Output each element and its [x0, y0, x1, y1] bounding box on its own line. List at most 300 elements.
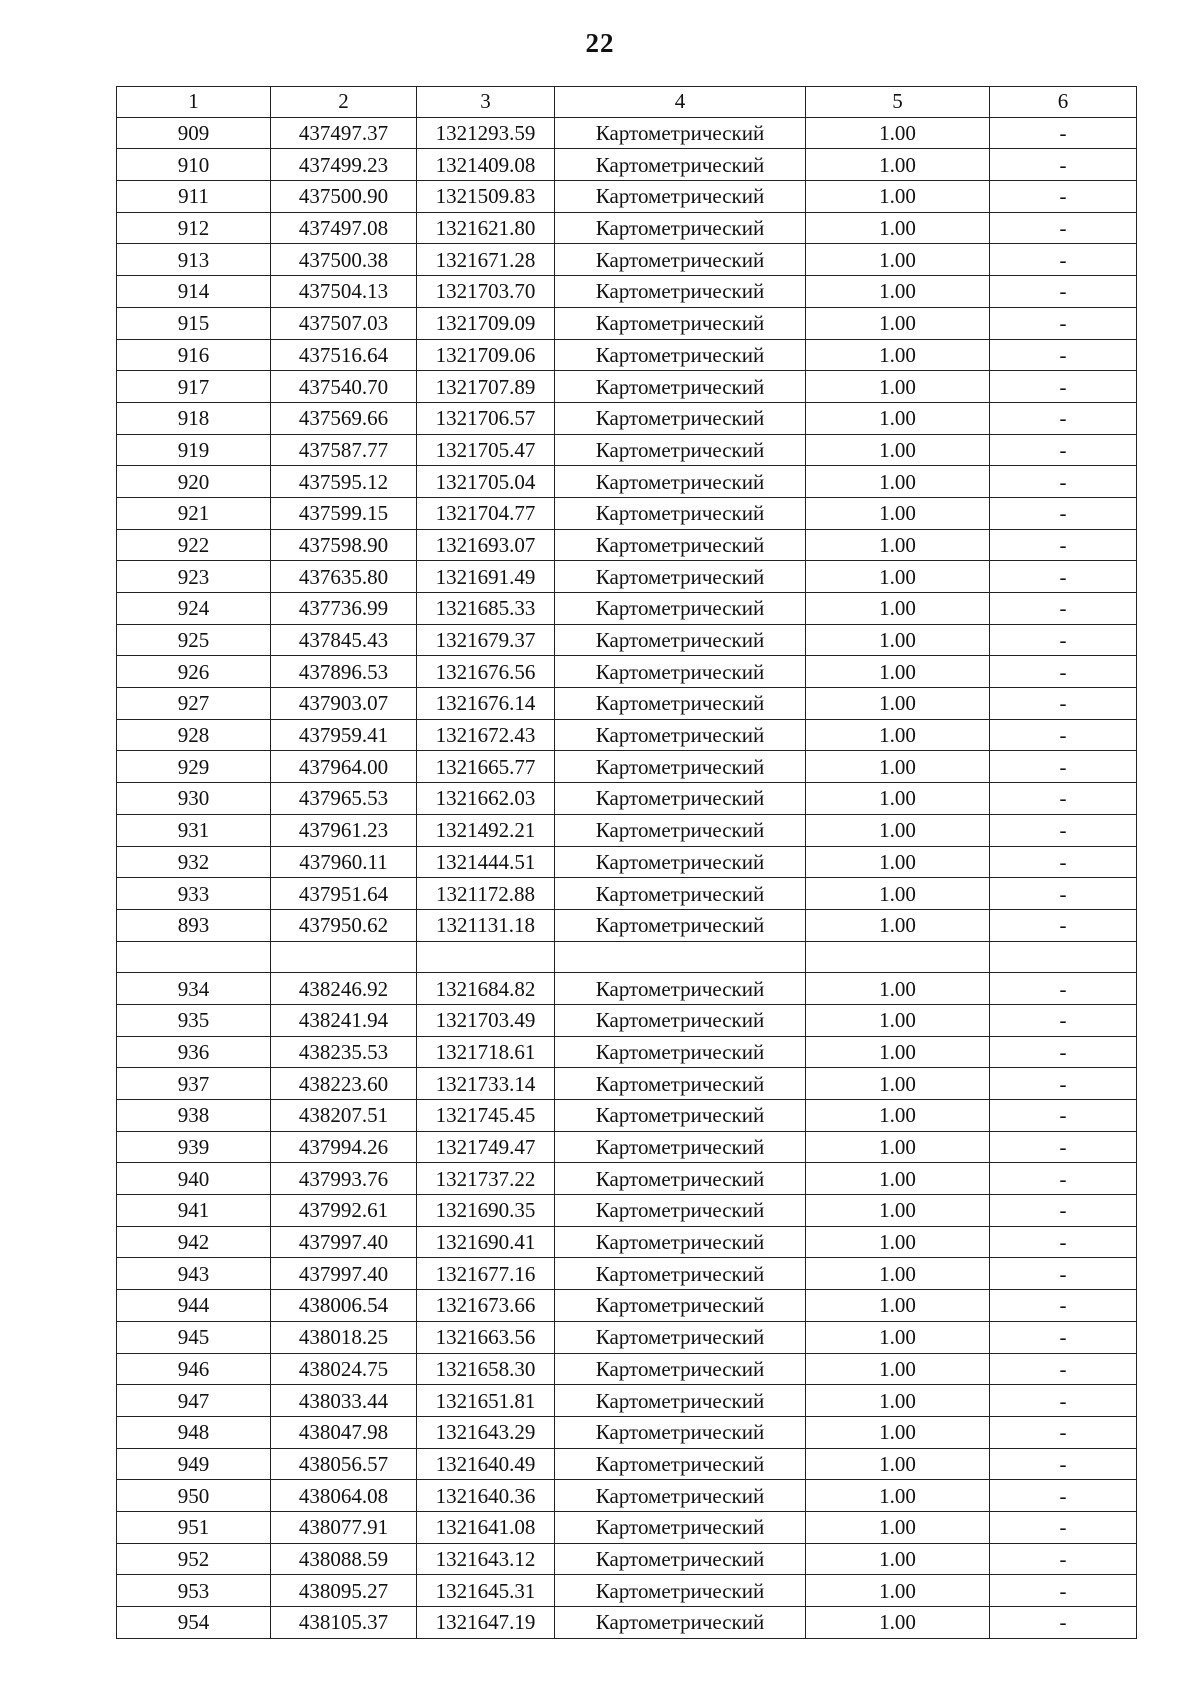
cell-accuracy: 1.00: [806, 1321, 990, 1353]
cell-note: -: [990, 878, 1137, 910]
cell-point-number: 925: [117, 624, 271, 656]
cell-x-coordinate: 438235.53: [271, 1036, 417, 1068]
cell-note: -: [990, 497, 1137, 529]
cell-y-coordinate: 1321662.03: [417, 783, 555, 815]
cell-note: -: [990, 371, 1137, 403]
cell-point-number: 934: [117, 973, 271, 1005]
cell-accuracy: 1.00: [806, 561, 990, 593]
cell-y-coordinate: 1321621.80: [417, 212, 555, 244]
cell-y-coordinate: 1321663.56: [417, 1321, 555, 1353]
cell-accuracy: 1.00: [806, 371, 990, 403]
table-row: [117, 719, 1137, 751]
cell-method: Картометрический: [555, 1416, 806, 1448]
table-row: [117, 561, 1137, 593]
cell-note: -: [990, 1543, 1137, 1575]
cell-x-coordinate: [271, 941, 417, 973]
cell-method: Картометрический: [555, 719, 806, 751]
cell-accuracy: 1.00: [806, 402, 990, 434]
cell-x-coordinate: 438033.44: [271, 1385, 417, 1417]
cell-y-coordinate: 1321709.09: [417, 307, 555, 339]
cell-accuracy: [806, 941, 990, 973]
cell-accuracy: 1.00: [806, 1416, 990, 1448]
cell-x-coordinate: 437500.38: [271, 244, 417, 276]
cell-note: -: [990, 656, 1137, 688]
cell-note: -: [990, 973, 1137, 1005]
cell-point-number: [117, 941, 271, 973]
cell-note: -: [990, 117, 1137, 149]
cell-point-number: 909: [117, 117, 271, 149]
cell-x-coordinate: 437964.00: [271, 751, 417, 783]
cell-note: -: [990, 624, 1137, 656]
cell-x-coordinate: 438064.08: [271, 1480, 417, 1512]
cell-method: Картометрический: [555, 1448, 806, 1480]
cell-point-number: 916: [117, 339, 271, 371]
cell-x-coordinate: 437595.12: [271, 466, 417, 498]
cell-y-coordinate: 1321707.89: [417, 371, 555, 403]
cell-point-number: 941: [117, 1195, 271, 1227]
cell-accuracy: 1.00: [806, 973, 990, 1005]
table-row: [117, 1100, 1137, 1132]
cell-accuracy: 1.00: [806, 244, 990, 276]
table-row: [117, 371, 1137, 403]
cell-method: Картометрический: [555, 973, 806, 1005]
cell-y-coordinate: 1321676.56: [417, 656, 555, 688]
cell-point-number: 914: [117, 276, 271, 308]
cell-method: Картометрический: [555, 1068, 806, 1100]
cell-method: Картометрический: [555, 1258, 806, 1290]
table-row: [117, 688, 1137, 720]
cell-point-number: 911: [117, 181, 271, 213]
cell-y-coordinate: 1321737.22: [417, 1163, 555, 1195]
cell-x-coordinate: 437504.13: [271, 276, 417, 308]
cell-accuracy: 1.00: [806, 181, 990, 213]
cell-accuracy: 1.00: [806, 1195, 990, 1227]
table-row: [117, 307, 1137, 339]
cell-x-coordinate: 437845.43: [271, 624, 417, 656]
cell-method: Картометрический: [555, 1511, 806, 1543]
cell-point-number: 943: [117, 1258, 271, 1290]
cell-accuracy: 1.00: [806, 1480, 990, 1512]
table-row: [117, 1607, 1137, 1639]
table-row: [117, 783, 1137, 815]
cell-point-number: 946: [117, 1353, 271, 1385]
table-row: [117, 117, 1137, 149]
cell-method: Картометрический: [555, 624, 806, 656]
cell-x-coordinate: 437993.76: [271, 1163, 417, 1195]
table-row: [117, 497, 1137, 529]
cell-y-coordinate: 1321658.30: [417, 1353, 555, 1385]
table-row: [117, 1290, 1137, 1322]
cell-note: -: [990, 814, 1137, 846]
cell-point-number: 947: [117, 1385, 271, 1417]
cell-accuracy: 1.00: [806, 1353, 990, 1385]
table-row: [117, 624, 1137, 656]
cell-method: Картометрический: [555, 1321, 806, 1353]
cell-point-number: 954: [117, 1607, 271, 1639]
cell-accuracy: 1.00: [806, 276, 990, 308]
table-row: [117, 941, 1137, 973]
cell-x-coordinate: 438105.37: [271, 1607, 417, 1639]
cell-x-coordinate: 438241.94: [271, 1004, 417, 1036]
cell-x-coordinate: 437992.61: [271, 1195, 417, 1227]
cell-method: Картометрический: [555, 212, 806, 244]
cell-point-number: 915: [117, 307, 271, 339]
cell-note: -: [990, 1100, 1137, 1132]
cell-method: Картометрический: [555, 561, 806, 593]
cell-x-coordinate: 437994.26: [271, 1131, 417, 1163]
cell-y-coordinate: 1321703.49: [417, 1004, 555, 1036]
cell-accuracy: 1.00: [806, 212, 990, 244]
cell-note: -: [990, 1480, 1137, 1512]
cell-accuracy: 1.00: [806, 1290, 990, 1322]
table-row: [117, 1036, 1137, 1068]
cell-x-coordinate: 437635.80: [271, 561, 417, 593]
cell-point-number: 910: [117, 149, 271, 181]
cell-x-coordinate: 437499.23: [271, 149, 417, 181]
cell-point-number: 913: [117, 244, 271, 276]
cell-x-coordinate: 437997.40: [271, 1226, 417, 1258]
cell-x-coordinate: 437587.77: [271, 434, 417, 466]
cell-point-number: 939: [117, 1131, 271, 1163]
cell-method: Картометрический: [555, 276, 806, 308]
table-row: [117, 149, 1137, 181]
cell-accuracy: 1.00: [806, 719, 990, 751]
table-row: [117, 656, 1137, 688]
cell-method: Картометрический: [555, 339, 806, 371]
cell-method: Картометрический: [555, 117, 806, 149]
cell-method: Картометрический: [555, 402, 806, 434]
cell-note: -: [990, 1258, 1137, 1290]
cell-point-number: 953: [117, 1575, 271, 1607]
cell-note: -: [990, 1036, 1137, 1068]
cell-method: Картометрический: [555, 497, 806, 529]
table-row: [117, 1480, 1137, 1512]
cell-x-coordinate: 437507.03: [271, 307, 417, 339]
column-header-4: 4: [555, 87, 806, 118]
cell-accuracy: 1.00: [806, 1575, 990, 1607]
cell-method: Картометрический: [555, 307, 806, 339]
page-number: 22: [585, 28, 615, 58]
cell-method: Картометрический: [555, 1290, 806, 1322]
table-row: [117, 751, 1137, 783]
table-row: [117, 846, 1137, 878]
table-row: [117, 1131, 1137, 1163]
cell-y-coordinate: 1321673.66: [417, 1290, 555, 1322]
cell-point-number: 921: [117, 497, 271, 529]
cell-method: Картометрический: [555, 909, 806, 941]
cell-point-number: 938: [117, 1100, 271, 1132]
cell-method: Картометрический: [555, 1543, 806, 1575]
table-row: [117, 1575, 1137, 1607]
cell-x-coordinate: 437736.99: [271, 593, 417, 625]
cell-accuracy: 1.00: [806, 1385, 990, 1417]
cell-y-coordinate: 1321444.51: [417, 846, 555, 878]
cell-point-number: 926: [117, 656, 271, 688]
table-row: [117, 1004, 1137, 1036]
cell-method: Картометрический: [555, 656, 806, 688]
cell-y-coordinate: 1321131.18: [417, 909, 555, 941]
cell-point-number: 919: [117, 434, 271, 466]
cell-note: -: [990, 688, 1137, 720]
cell-note: -: [990, 593, 1137, 625]
cell-method: Картометрический: [555, 181, 806, 213]
cell-accuracy: 1.00: [806, 1226, 990, 1258]
table-row: [117, 1195, 1137, 1227]
cell-point-number: 923: [117, 561, 271, 593]
cell-x-coordinate: 437569.66: [271, 402, 417, 434]
table-row: [117, 1416, 1137, 1448]
cell-method: Картометрический: [555, 1226, 806, 1258]
cell-x-coordinate: 438056.57: [271, 1448, 417, 1480]
cell-accuracy: 1.00: [806, 1004, 990, 1036]
cell-note: -: [990, 1448, 1137, 1480]
cell-accuracy: 1.00: [806, 307, 990, 339]
cell-accuracy: 1.00: [806, 814, 990, 846]
cell-accuracy: 1.00: [806, 1163, 990, 1195]
cell-note: -: [990, 1575, 1137, 1607]
cell-method: Картометрический: [555, 1131, 806, 1163]
cell-y-coordinate: 1321718.61: [417, 1036, 555, 1068]
cell-x-coordinate: 437497.37: [271, 117, 417, 149]
cell-point-number: 924: [117, 593, 271, 625]
cell-method: Картометрический: [555, 878, 806, 910]
column-header-2: 2: [271, 87, 417, 118]
cell-method: Картометрический: [555, 1163, 806, 1195]
cell-y-coordinate: 1321745.45: [417, 1100, 555, 1132]
cell-method: Картометрический: [555, 371, 806, 403]
cell-x-coordinate: 438024.75: [271, 1353, 417, 1385]
cell-note: -: [990, 149, 1137, 181]
cell-method: Картометрический: [555, 244, 806, 276]
cell-y-coordinate: [417, 941, 555, 973]
cell-y-coordinate: 1321704.77: [417, 497, 555, 529]
cell-y-coordinate: 1321706.57: [417, 402, 555, 434]
cell-point-number: 936: [117, 1036, 271, 1068]
cell-y-coordinate: 1321672.43: [417, 719, 555, 751]
table-row: [117, 339, 1137, 371]
cell-accuracy: 1.00: [806, 1036, 990, 1068]
table-row: [117, 1448, 1137, 1480]
cell-point-number: 945: [117, 1321, 271, 1353]
cell-y-coordinate: 1321643.12: [417, 1543, 555, 1575]
cell-y-coordinate: 1321685.33: [417, 593, 555, 625]
table-row: [117, 181, 1137, 213]
cell-accuracy: 1.00: [806, 624, 990, 656]
cell-x-coordinate: 437959.41: [271, 719, 417, 751]
cell-point-number: 912: [117, 212, 271, 244]
cell-y-coordinate: 1321679.37: [417, 624, 555, 656]
cell-point-number: 920: [117, 466, 271, 498]
table-body: [117, 87, 1137, 1639]
cell-accuracy: 1.00: [806, 1068, 990, 1100]
cell-accuracy: 1.00: [806, 497, 990, 529]
cell-method: Картометрический: [555, 688, 806, 720]
cell-note: -: [990, 181, 1137, 213]
cell-x-coordinate: 437961.23: [271, 814, 417, 846]
table-row: [117, 466, 1137, 498]
cell-point-number: 928: [117, 719, 271, 751]
cell-method: Картометрический: [555, 751, 806, 783]
cell-point-number: 940: [117, 1163, 271, 1195]
cell-point-number: 932: [117, 846, 271, 878]
cell-accuracy: 1.00: [806, 529, 990, 561]
cell-point-number: 927: [117, 688, 271, 720]
cell-method: Картометрический: [555, 1575, 806, 1607]
table-row: [117, 1511, 1137, 1543]
cell-method: Картометрический: [555, 783, 806, 815]
cell-method: Картометрический: [555, 149, 806, 181]
table-row: [117, 1353, 1137, 1385]
cell-x-coordinate: 437599.15: [271, 497, 417, 529]
cell-x-coordinate: 438047.98: [271, 1416, 417, 1448]
cell-point-number: 937: [117, 1068, 271, 1100]
cell-x-coordinate: 437540.70: [271, 371, 417, 403]
cell-accuracy: 1.00: [806, 878, 990, 910]
cell-y-coordinate: 1321640.49: [417, 1448, 555, 1480]
cell-accuracy: 1.00: [806, 466, 990, 498]
cell-y-coordinate: 1321640.36: [417, 1480, 555, 1512]
cell-note: -: [990, 783, 1137, 815]
cell-x-coordinate: 438207.51: [271, 1100, 417, 1132]
table-row: [117, 1385, 1137, 1417]
cell-accuracy: 1.00: [806, 1131, 990, 1163]
cell-y-coordinate: 1321684.82: [417, 973, 555, 1005]
column-header-6: 6: [990, 87, 1137, 118]
cell-y-coordinate: 1321409.08: [417, 149, 555, 181]
table-row: [117, 402, 1137, 434]
cell-note: -: [990, 1353, 1137, 1385]
cell-note: -: [990, 1226, 1137, 1258]
cell-x-coordinate: 437516.64: [271, 339, 417, 371]
cell-note: -: [990, 1068, 1137, 1100]
table-row: [117, 434, 1137, 466]
cell-x-coordinate: 437500.90: [271, 181, 417, 213]
cell-note: [990, 941, 1137, 973]
cell-note: -: [990, 402, 1137, 434]
table-row: [117, 973, 1137, 1005]
cell-point-number: 944: [117, 1290, 271, 1322]
cell-y-coordinate: 1321645.31: [417, 1575, 555, 1607]
cell-method: Картометрический: [555, 434, 806, 466]
cell-x-coordinate: 437951.64: [271, 878, 417, 910]
cell-y-coordinate: 1321647.19: [417, 1607, 555, 1639]
cell-point-number: 893: [117, 909, 271, 941]
cell-point-number: 951: [117, 1511, 271, 1543]
cell-note: -: [990, 1195, 1137, 1227]
table-row: [117, 529, 1137, 561]
cell-note: -: [990, 846, 1137, 878]
cell-y-coordinate: 1321293.59: [417, 117, 555, 149]
cell-accuracy: 1.00: [806, 1607, 990, 1639]
cell-accuracy: 1.00: [806, 1258, 990, 1290]
cell-accuracy: 1.00: [806, 688, 990, 720]
cell-method: [555, 941, 806, 973]
cell-note: -: [990, 719, 1137, 751]
cell-y-coordinate: 1321691.49: [417, 561, 555, 593]
cell-note: -: [990, 529, 1137, 561]
table-row: [117, 1068, 1137, 1100]
cell-accuracy: 1.00: [806, 909, 990, 941]
cell-accuracy: 1.00: [806, 1448, 990, 1480]
cell-y-coordinate: 1321693.07: [417, 529, 555, 561]
cell-accuracy: 1.00: [806, 593, 990, 625]
cell-point-number: 935: [117, 1004, 271, 1036]
cell-x-coordinate: 437997.40: [271, 1258, 417, 1290]
cell-x-coordinate: 437950.62: [271, 909, 417, 941]
cell-point-number: 949: [117, 1448, 271, 1480]
cell-x-coordinate: 438018.25: [271, 1321, 417, 1353]
cell-x-coordinate: 438246.92: [271, 973, 417, 1005]
cell-point-number: 942: [117, 1226, 271, 1258]
cell-x-coordinate: 437497.08: [271, 212, 417, 244]
table-header-row: [117, 87, 1137, 118]
cell-y-coordinate: 1321172.88: [417, 878, 555, 910]
cell-method: Картометрический: [555, 466, 806, 498]
cell-method: Картометрический: [555, 529, 806, 561]
cell-y-coordinate: 1321703.70: [417, 276, 555, 308]
cell-y-coordinate: 1321641.08: [417, 1511, 555, 1543]
cell-point-number: 952: [117, 1543, 271, 1575]
cell-note: -: [990, 751, 1137, 783]
cell-method: Картометрический: [555, 1385, 806, 1417]
cell-x-coordinate: 437965.53: [271, 783, 417, 815]
cell-note: -: [990, 1131, 1137, 1163]
cell-note: -: [990, 1607, 1137, 1639]
table-row: [117, 1258, 1137, 1290]
table-row: [117, 1226, 1137, 1258]
table-row: [117, 276, 1137, 308]
cell-note: -: [990, 212, 1137, 244]
cell-y-coordinate: 1321651.81: [417, 1385, 555, 1417]
cell-method: Картометрический: [555, 1607, 806, 1639]
cell-x-coordinate: 438088.59: [271, 1543, 417, 1575]
cell-point-number: 948: [117, 1416, 271, 1448]
cell-method: Картометрический: [555, 1480, 806, 1512]
coordinates-table-container: [116, 86, 1137, 1639]
cell-method: Картометрический: [555, 1353, 806, 1385]
cell-note: -: [990, 339, 1137, 371]
cell-method: Картометрический: [555, 814, 806, 846]
cell-point-number: 930: [117, 783, 271, 815]
cell-y-coordinate: 1321705.04: [417, 466, 555, 498]
cell-note: -: [990, 1511, 1137, 1543]
cell-x-coordinate: 438223.60: [271, 1068, 417, 1100]
cell-note: -: [990, 561, 1137, 593]
cell-note: -: [990, 1163, 1137, 1195]
column-header-3: 3: [417, 87, 555, 118]
cell-method: Картометрический: [555, 1004, 806, 1036]
cell-accuracy: 1.00: [806, 1511, 990, 1543]
column-header-5: 5: [806, 87, 990, 118]
cell-point-number: 922: [117, 529, 271, 561]
cell-y-coordinate: 1321709.06: [417, 339, 555, 371]
table-row: [117, 1321, 1137, 1353]
cell-method: Картометрический: [555, 1100, 806, 1132]
cell-accuracy: 1.00: [806, 846, 990, 878]
cell-y-coordinate: 1321665.77: [417, 751, 555, 783]
cell-y-coordinate: 1321671.28: [417, 244, 555, 276]
cell-x-coordinate: 437598.90: [271, 529, 417, 561]
cell-method: Картометрический: [555, 846, 806, 878]
table-row: [117, 878, 1137, 910]
cell-y-coordinate: 1321690.35: [417, 1195, 555, 1227]
cell-x-coordinate: 437896.53: [271, 656, 417, 688]
cell-point-number: 918: [117, 402, 271, 434]
cell-accuracy: 1.00: [806, 656, 990, 688]
cell-method: Картометрический: [555, 1195, 806, 1227]
cell-accuracy: 1.00: [806, 1543, 990, 1575]
cell-accuracy: 1.00: [806, 1100, 990, 1132]
